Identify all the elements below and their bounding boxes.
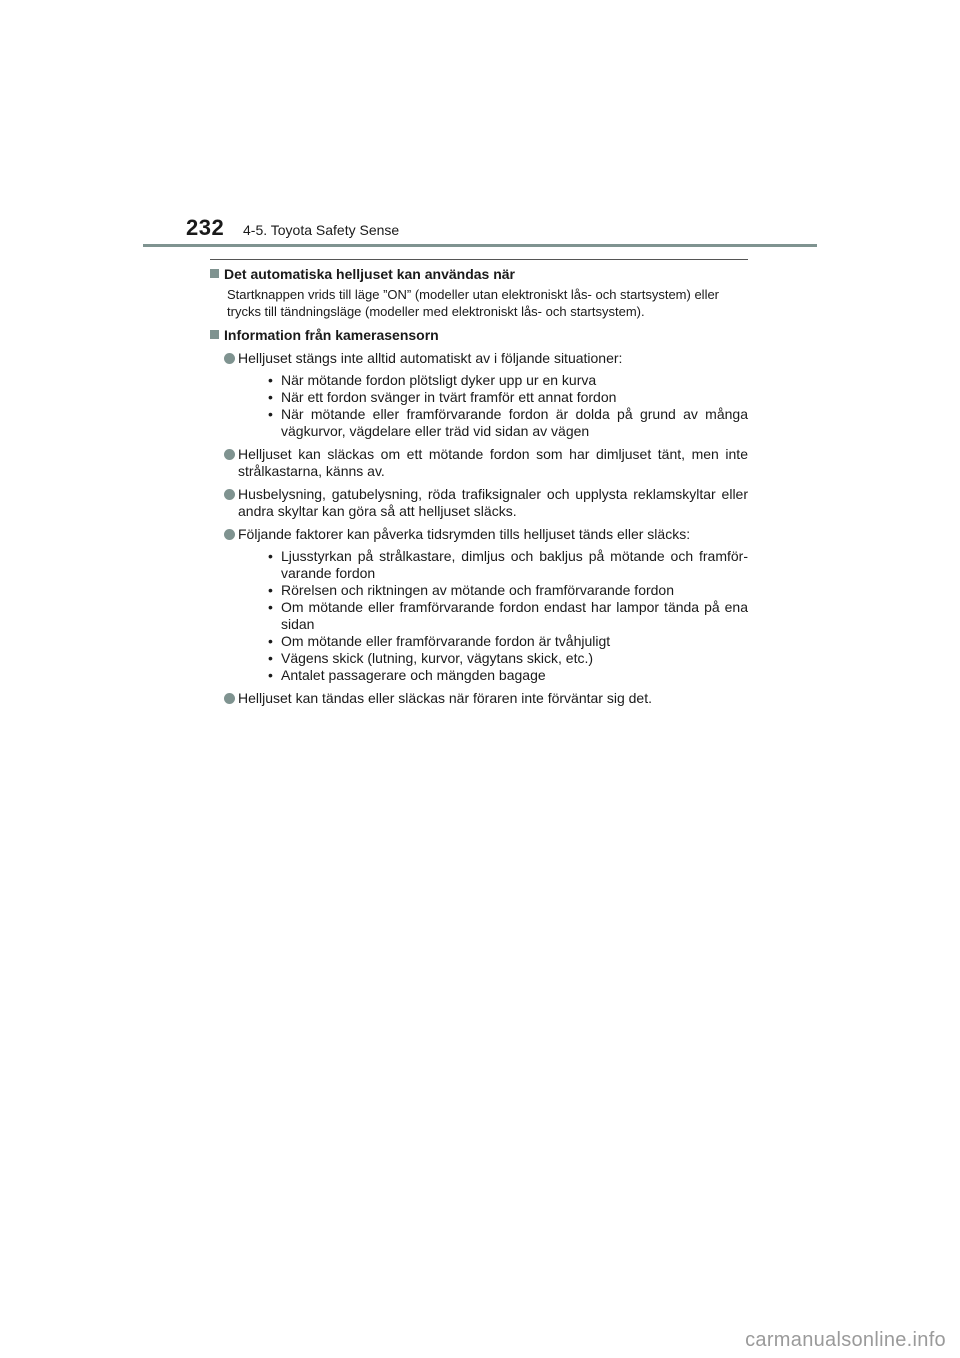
sub-list-item: [266, 372, 748, 389]
sub-bullet-mark: •: [268, 389, 273, 405]
sub-bullet-mark: •: [268, 548, 273, 564]
sub-bullet-mark: •: [268, 667, 273, 683]
section-heading: [210, 327, 748, 344]
sub-bullet-mark: •: [268, 633, 273, 649]
main-content: [210, 266, 748, 707]
sub-list-item: [266, 582, 748, 599]
sub-list-item: [266, 650, 748, 667]
round-bullet-icon: [224, 353, 235, 364]
sub-list-text: Om mötande eller framförvarande fordon är tvåhjuligt: [281, 633, 611, 649]
round-bullet-icon: [224, 693, 235, 704]
sub-list-item: [266, 548, 748, 582]
watermark-link[interactable]: carmanualsonline.info: [745, 1329, 946, 1351]
bullet-item: [210, 446, 748, 480]
section-heading: [210, 266, 748, 283]
square-bullet-icon: [210, 269, 219, 278]
sub-list-text: Vägens skick (lutning, kurvor, vägytans skick, etc.): [281, 650, 594, 666]
sub-list: [266, 372, 748, 440]
bullet-item: [210, 486, 748, 520]
bullet-text: Helljuset kan tändas eller släckas när föraren inte förväntar sig det.: [238, 690, 652, 706]
bullet-item: [210, 690, 748, 707]
round-bullet-icon: [224, 449, 235, 460]
sub-list-item: [266, 389, 748, 406]
sub-bullet-mark: •: [268, 406, 273, 422]
sub-bullet-mark: •: [268, 582, 273, 598]
square-bullet-icon: [210, 330, 219, 339]
sub-bullet-mark: •: [268, 599, 273, 615]
sub-list-text: Rörelsen och riktningen av mötande och framförvarande fordon: [281, 582, 674, 598]
sub-list-text: Ljusstyrkan på strålkastare, dimljus och bakljus på mötande och framför-varande fordon: [281, 548, 748, 581]
bullet-text: Helljuset kan släckas om ett mötande fordon som har dimljuset tänt, men inte strålkastarna, känns av.: [238, 446, 748, 479]
sub-list-item: [266, 667, 748, 684]
round-bullet-icon: [224, 489, 235, 500]
sub-list-text: När ett fordon svänger in tvärt framför ett annat fordon: [281, 389, 617, 405]
sub-list-item: [266, 406, 748, 440]
sub-bullet-mark: •: [268, 650, 273, 666]
bullet-text: Följande faktorer kan påverka tidsrymden tills helljuset tänds eller släcks:: [238, 526, 691, 542]
sub-list-text: Antalet passagerare och mängden bagage: [281, 667, 546, 683]
bullet-item: [210, 526, 748, 684]
bullet-text: Husbelysning, gatubelysning, röda trafiksignaler och upplysta reklamskyltar eller andra skyltar kan göra så att helljuset släcks.: [238, 486, 748, 519]
section-heading-text: Information från kamerasensorn: [224, 327, 439, 343]
sub-list-text: När mötande fordon plötsligt dyker upp ur en kurva: [281, 372, 597, 388]
header-divider: [143, 244, 817, 247]
sub-list-item: [266, 633, 748, 650]
sub-list-item: [266, 599, 748, 633]
section-paragraph: Startknappen vrids till läge ”ON” (modeller utan elektroniskt lås- och startsystem) eller trycks till tändningsläge (modeller med elektroniskt lås- och startsystem).: [227, 287, 720, 319]
bullet-text: Helljuset stängs inte alltid automatiskt av i följande situationer:: [238, 350, 623, 366]
bullet-item: [210, 350, 748, 440]
page-number: 232: [186, 215, 225, 240]
sub-bullet-mark: •: [268, 372, 273, 388]
section-heading-text: Det automatiska helljuset kan användas när: [224, 266, 515, 282]
section-title: 4-5. Toyota Safety Sense: [243, 222, 400, 238]
round-bullet-icon: [224, 529, 235, 540]
content-divider: [210, 259, 748, 260]
sub-list-text: När mötande eller framförvarande fordon är dolda på grund av många vägkurvor, vägdelare eller träd vid sidan av vägen: [281, 406, 748, 439]
sub-list: [266, 548, 748, 684]
sub-list-text: Om mötande eller framförvarande fordon endast har lampor tända på ena sidan: [281, 599, 748, 632]
